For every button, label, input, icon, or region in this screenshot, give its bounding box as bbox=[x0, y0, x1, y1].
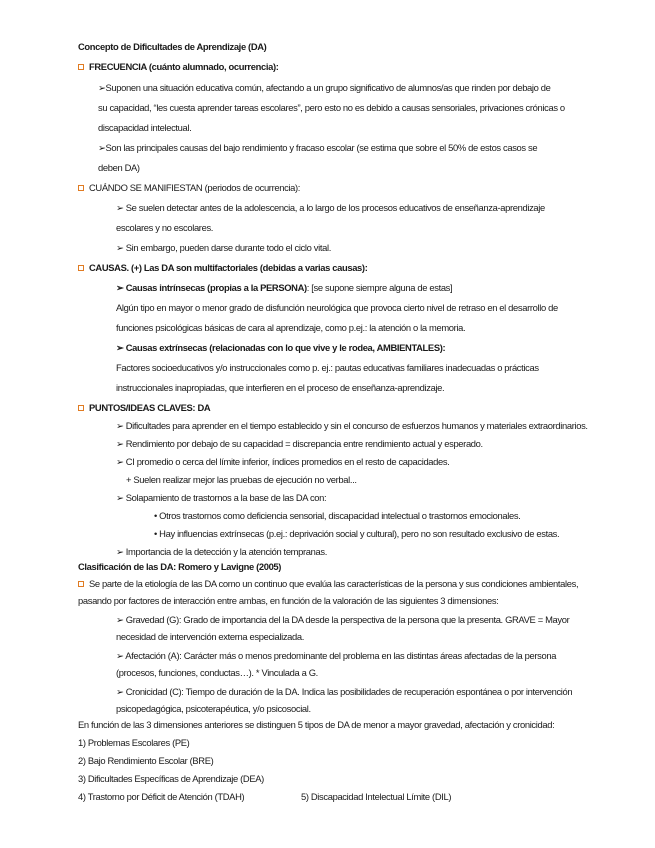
paragraph-line: escolares y no escolares. bbox=[116, 222, 214, 233]
clasificacion-intro-line bbox=[78, 578, 578, 590]
section-heading-text: CAUSAS. (+) Las DA son multifactoriales (debidas a varias causas): bbox=[89, 262, 368, 273]
checkbox-bullet-icon bbox=[78, 265, 84, 271]
term-note: : [se supone siempre alguna de estas] bbox=[306, 282, 453, 293]
paragraph-line: psicopedagógica, psicoterapéutica, y/o psicosocial. bbox=[116, 703, 311, 714]
type-list-item: 5) Discapacidad Intelectual Límite (DIL) bbox=[301, 791, 452, 802]
section-frecuencia-heading bbox=[78, 61, 279, 73]
checkbox-bullet-icon bbox=[78, 64, 84, 70]
type-list-item: 1) Problemas Escolares (PE) bbox=[78, 737, 190, 748]
paragraph-line: discapacidad intelectual. bbox=[98, 122, 192, 133]
causas-extrinsecas-line: ➢ Causas extrínsecas (relacionadas con lo que vive y le rodea, AMBIENTALES): bbox=[116, 342, 446, 353]
list-item: ➢ Dificultades para aprender en el tiempo establecido y sin el concurso de esfuerzos humanos y materiales extraordinarios. bbox=[116, 420, 588, 431]
type-list-item: 3) Dificultades Específicas de Aprendizaje (DEA) bbox=[78, 773, 264, 784]
checkbox-bullet-icon bbox=[78, 405, 84, 411]
document-title: Concepto de Dificultades de Aprendizaje (DA) bbox=[78, 41, 267, 52]
paragraph-text: Se parte de la etiología de las DA como un continuo que evalúa las características de la persona y sus condiciones ambientales, bbox=[89, 578, 579, 589]
list-item: ➢ CI promedio o cerca del límite inferior, índices promedios en el resto de capacidades. bbox=[116, 456, 450, 467]
paragraph-line: ➢ Se suelen detectar antes de la adolescencia, a lo largo de los procesos educativos de enseñanza-aprendizaje bbox=[116, 202, 545, 213]
paragraph-line: funciones psicológicas básicas de cara al aprendizaje, como p.ej.: la atención o la memoria. bbox=[116, 322, 466, 333]
paragraph-line: pasando por factores de interacción entre ambas, en función de la valoración de las siguientes 3 dimensiones: bbox=[78, 595, 499, 606]
paragraph-line: su capacidad, “les cuesta aprender tareas escolares”, pero esto no es debido a causas sensoriales, privaciones crónicas o bbox=[98, 102, 565, 113]
list-item: ➢ Importancia de la detección y la atención tempranas. bbox=[116, 546, 327, 557]
list-subitem: • Hay influencias extrínsecas (p.ej.: deprivación social y cultural), pero no son resultado exclusivo de estas. bbox=[154, 528, 560, 539]
type-list-item: 2) Bajo Rendimiento Escolar (BRE) bbox=[78, 755, 214, 766]
checkbox-bullet-icon bbox=[78, 185, 84, 191]
paragraph-line: Factores socioeducativos y/o instruccionales como p. ej.: pautas educativas familiares inadecuadas o prácticas bbox=[116, 362, 539, 373]
paragraph-line: ➢Suponen una situación educativa común, afectando a un grupo significativo de alumnos/as que rinden por debajo de bbox=[98, 82, 551, 93]
list-item: ➢ Solapamiento de trastornos a la base de las DA con: bbox=[116, 492, 327, 503]
paragraph-line: ➢Son las principales causas del bajo rendimiento y fracaso escolar (se estima que sobre el 50% de estos casos se bbox=[98, 142, 538, 153]
list-subitem: • Otros trastornos como deficiencia sensorial, discapacidad intelectual o trastornos emocionales. bbox=[154, 510, 521, 521]
section-clasificacion-heading: Clasificación de las DA: Romero y Lavigne (2005) bbox=[78, 561, 282, 572]
paragraph-line: En función de las 3 dimensiones anteriores se distinguen 5 tipos de DA de menor a mayor gravedad, afectación y cronicidad: bbox=[78, 719, 555, 730]
section-heading-text: PUNTOS/IDEAS CLAVES: DA bbox=[89, 402, 211, 413]
paragraph-line: ➢ Gravedad (G): Grado de importancia del la DA desde la perspectiva de la persona que la presenta. GRAVE = Mayor bbox=[116, 614, 570, 625]
list-item: ➢ Rendimiento por debajo de su capacidad = discrepancia entre rendimiento actual y esperado. bbox=[116, 438, 483, 449]
paragraph-line: instruccionales inapropiadas, que interfieren en el proceso de enseñanza-aprendizaje. bbox=[116, 382, 445, 393]
section-cuando-heading bbox=[78, 182, 300, 194]
section-puntos-heading bbox=[78, 402, 210, 414]
paragraph-line: ➢ Sin embargo, pueden darse durante todo el ciclo vital. bbox=[116, 242, 331, 253]
paragraph-line: (procesos, funciones, conductas…). * Vinculada a G. bbox=[116, 667, 318, 678]
section-causas-heading bbox=[78, 262, 367, 274]
checkbox-bullet-icon bbox=[78, 581, 84, 587]
type-list-item: 4) Trastorno por Déficit de Atención (TDAH) bbox=[78, 791, 245, 802]
bold-term: ➢ Causas intrínsecas (propias a la PERSONA) bbox=[116, 282, 307, 293]
paragraph-line: Algún tipo en mayor o menor grado de disfunción neurológica que provoca cierto nivel de retraso en el desarrollo de bbox=[116, 302, 558, 313]
paragraph-line: ➢ Cronicidad (C): Tiempo de duración de la DA. Indica las posibilidades de recuperación espontánea o por intervención bbox=[116, 686, 573, 697]
section-heading-text: CUÁNDO SE MANIFIESTAN (periodos de ocurrencia): bbox=[89, 182, 301, 193]
paragraph-line: necesidad de intervención externa especializada. bbox=[116, 631, 305, 642]
causas-intrinsecas-line bbox=[116, 282, 452, 294]
section-heading-text: FRECUENCIA (cuánto alumnado, ocurrencia): bbox=[89, 61, 279, 72]
list-subitem: + Suelen realizar mejor las pruebas de ejecución no verbal... bbox=[126, 474, 357, 485]
paragraph-line: deben DA) bbox=[98, 162, 140, 173]
paragraph-line: ➢ Afectación (A): Carácter más o menos predominante del problema en las distintas áreas afectadas de la persona bbox=[116, 650, 557, 661]
